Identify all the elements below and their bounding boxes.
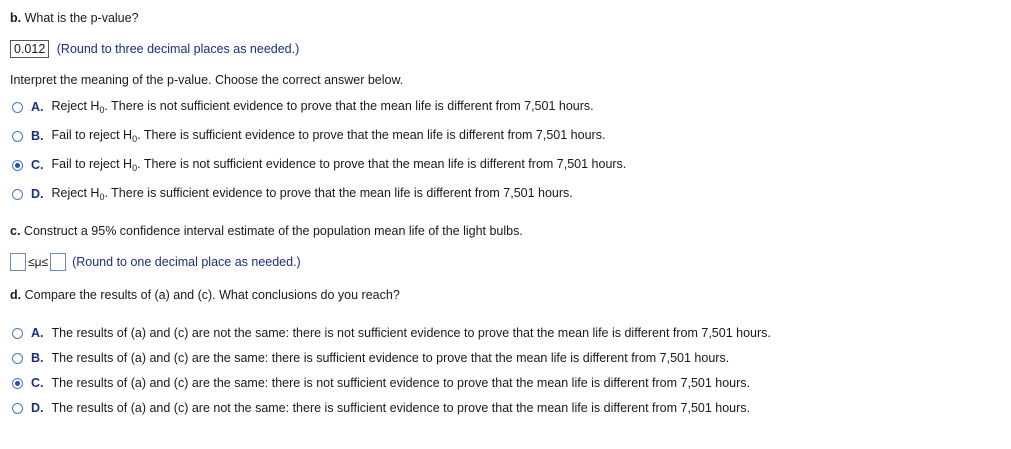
part-d-option-b[interactable]	[12, 351, 729, 365]
option-text: The results of (a) and (c) are the same: there is not sufficient evidence to prove that the mean life is different from 7,501 hours.	[51, 376, 751, 390]
part-d-question-text: Compare the results of (a) and (c). What conclusions do you reach?	[24, 288, 400, 302]
option-text: Fail to reject $H_0$. There is not sufficient evidence to prove that the mean life is different from 7,501 hours.	[51, 157, 627, 173]
option-text: The results of (a) and (c) are not the same: there is sufficient evidence to prove that the mean life is different from 7,501 hours.	[51, 401, 751, 415]
p-value-hint: (Round to three decimal places as needed.)	[56, 42, 300, 56]
option-text: Reject $H_0$. There is sufficient evidence to prove that the mean life is different from 7,501 hours.	[51, 186, 573, 202]
option-letter: C.	[31, 376, 44, 390]
part-b-option-a[interactable]	[12, 99, 594, 115]
interpret-prompt: Interpret the meaning of the p-value. Choose the correct answer below.	[10, 73, 404, 87]
part-c-question	[10, 224, 523, 238]
lower-bound-input[interactable]	[10, 253, 26, 271]
part-b-option-d[interactable]	[12, 186, 573, 202]
radio-icon[interactable]	[12, 353, 23, 364]
radio-icon[interactable]	[12, 102, 23, 113]
radio-icon[interactable]	[12, 328, 23, 339]
radio-icon[interactable]	[12, 131, 23, 142]
radio-selected-icon[interactable]	[12, 378, 23, 389]
confidence-interval-row	[10, 253, 301, 271]
part-d-option-a[interactable]	[12, 326, 771, 340]
part-b-label: b.	[10, 11, 22, 25]
option-letter: C.	[31, 158, 44, 172]
option-letter: D.	[31, 401, 44, 415]
part-b-option-b[interactable]	[12, 128, 605, 144]
part-c-question-text: Construct a 95% confidence interval estimate of the population mean life of the light bulbs.	[23, 224, 523, 238]
upper-bound-input[interactable]	[50, 253, 66, 271]
option-letter: D.	[31, 187, 44, 201]
option-letter: B.	[31, 351, 44, 365]
radio-icon[interactable]	[12, 189, 23, 200]
part-b-question-text: What is the p-value?	[24, 11, 139, 25]
interval-hint: (Round to one decimal place as needed.)	[72, 255, 301, 269]
option-letter: B.	[31, 129, 44, 143]
option-text: Reject $H_0$. There is not sufficient evidence to prove that the mean life is different from 7,501 hours.	[51, 99, 594, 115]
part-d-option-d[interactable]	[12, 401, 750, 415]
part-d-question	[10, 288, 400, 302]
part-d-label: d.	[10, 288, 22, 302]
option-letter: A.	[31, 326, 44, 340]
part-c-label: c.	[10, 224, 21, 238]
inequality-symbols: ≤μ≤	[28, 255, 49, 269]
option-text: Fail to reject $H_0$. There is sufficient evidence to prove that the mean life is different from 7,501 hours.	[51, 128, 606, 144]
part-b-question	[10, 11, 139, 25]
part-b-option-c[interactable]	[12, 157, 626, 173]
p-value-answer-row	[10, 40, 299, 58]
option-text: The results of (a) and (c) are not the same: there is not sufficient evidence to prove that the mean life is different from 7,501 hours.	[51, 326, 771, 340]
radio-selected-icon[interactable]	[12, 160, 23, 171]
part-d-option-c[interactable]	[12, 376, 750, 390]
p-value-answer-box[interactable]: 0.012	[10, 40, 49, 58]
option-letter: A.	[31, 100, 44, 114]
radio-icon[interactable]	[12, 403, 23, 414]
option-text: The results of (a) and (c) are the same: there is sufficient evidence to prove that the mean life is different from 7,501 hours.	[51, 351, 730, 365]
